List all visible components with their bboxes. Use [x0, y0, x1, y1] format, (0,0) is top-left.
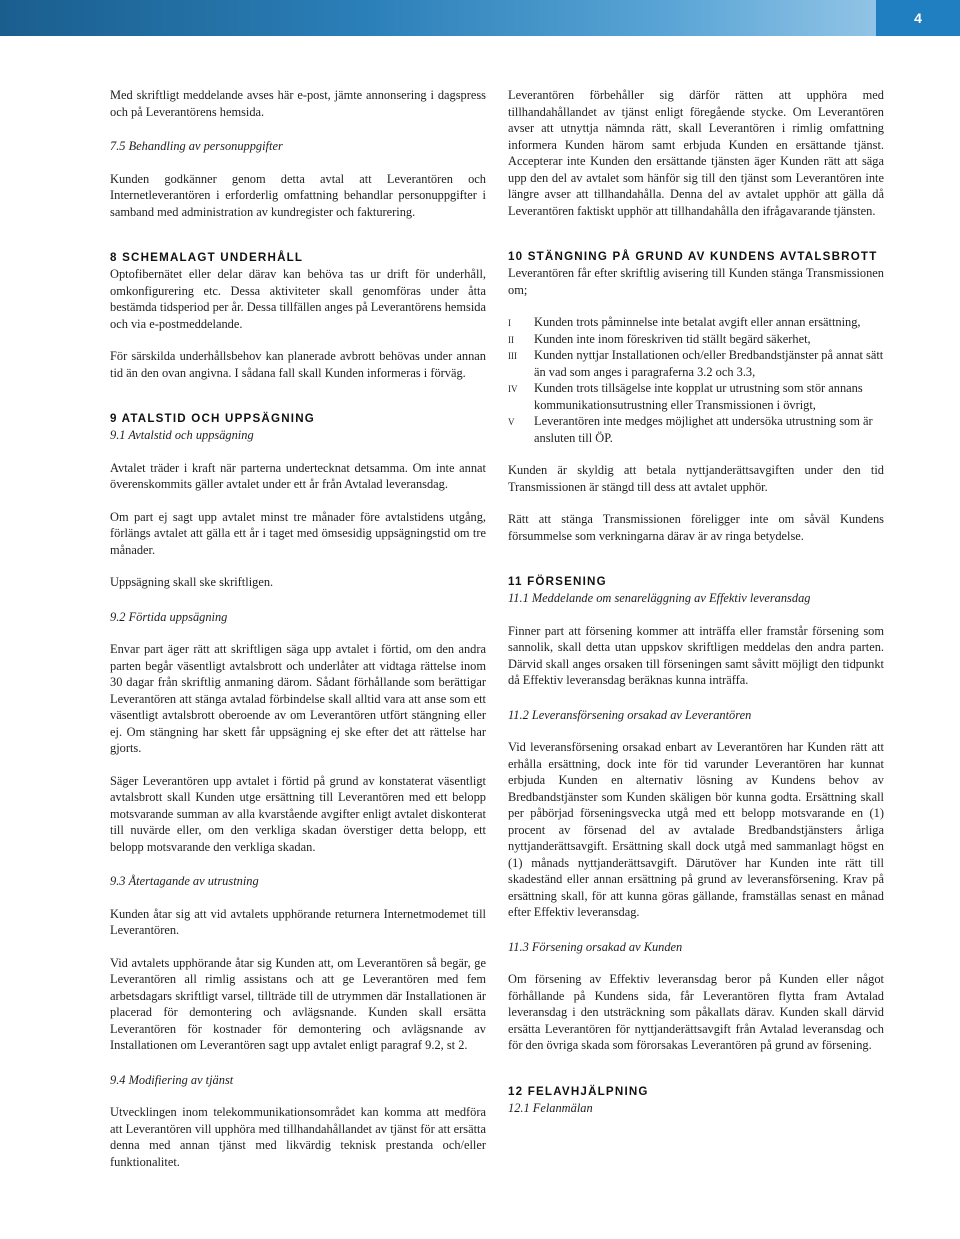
list-item-text: Leverantören inte medges möjlighet att undersöka utrustning som är ansluten till ÖP. [534, 414, 873, 445]
section-10-intro: Leverantören får efter skriftlig avisering till Kunden stänga Transmissionen om; [508, 266, 884, 297]
section-10-heading: 10 STÄNGNING PÅ GRUND AV KUNDENS AVTALSBROTT [508, 250, 878, 263]
list-item [508, 413, 884, 446]
list-item [508, 314, 884, 331]
section-9-3-title: 9.3 Återtagande av utrustning [110, 874, 259, 888]
section-11-2-title: 11.2 Leveransförsening orsakad av Leverantören [508, 707, 752, 722]
list-item-number: iv [508, 381, 518, 395]
section-9-4-paragraph: Utvecklingen inom telekommunikationsområdet kan komma att medföra att Leverantören vill upphöra med tillhandahållandet av tjänst för att ersätta denna med annan tjänst med likvärdig teknisk prestanda och/eller funktionalitet. [110, 1105, 486, 1169]
section-12-1-title: 12.1 Felanmälan [508, 1100, 593, 1115]
section-11-3-paragraph: Om försening av Effektiv leveransdag beror på Kunden eller något förhållande på Kundens sida, får Leverantören flytta fram Avtalad leveransdag i den utsträckning som påkallats därav. Kunden skall därvid ersätta Leverantören för nyttjanderättsavgift från Avtalad leveransdag och för den övriga skada som förorsakas Leverantören på grund av försening. [508, 972, 884, 1052]
section-9-2-paragraph: Säger Leverantören upp avtalet i förtid på grund av konstaterat väsentligt avtalsbrott skall Kunden utge ersättning till Leverantören med ett belopp motsvarande summan av alla kvarstående avgifter enligt avtalet diskonterat till nuvärde eller, om den verkliga skadan överstiger detta belopp, ett belopp motsvarande den verkliga skadan. [110, 773, 486, 854]
list-item-text: Kunden trots tillsägelse inte kopplat ur utrustning som stör annans kommunikationsutrustning eller Transmissionen i övrigt, [534, 381, 863, 412]
list-item-number: iii [508, 348, 517, 362]
list-item-number: ii [508, 331, 514, 346]
section-8-paragraph: Optofibernätet eller delar därav kan behöva tas ur drift för underhåll, omkonfigurering etc. Dessa aktiviteter skall genomföras under åtta bestämda tidsperiod per år. Dessa tillfällen anges på Leverantörens hemsida och via e-postmeddelande. [110, 267, 486, 331]
intro-paragraph: Med skriftligt meddelande avses här e-post, jämte annonsering i dagspress och på Leverantörens hemsida. [110, 88, 486, 119]
section-11-1-title: 11.1 Meddelande om senareläggning av Effektiv leveransdag [508, 591, 811, 605]
list-item [508, 380, 884, 413]
section-9-1-paragraph: Uppsägning skall ske skriftligen. [110, 575, 274, 589]
section-10-list [508, 314, 884, 446]
section-9-1-title: 9.1 Avtalstid och uppsägning [110, 428, 254, 442]
list-item-text: Kunden inte inom föreskriven tid ställt begärd säkerhet, [534, 331, 811, 346]
section-7-5-title: 7.5 Behandling av personuppgifter [110, 139, 283, 153]
section-7-5-text: Kunden godkänner genom detta avtal att Leverantören och Internetleverantören i erforderlig omfattning behandlar personuppgifter i samband med administration av kundregister och fakturering. [110, 171, 486, 219]
page-number: 4 [876, 0, 960, 36]
section-9-1-paragraph: Avtalet träder i kraft när parterna undertecknat detsamma. Om inte annat överenskommits gäller avtalet under ett år från Avtalad leveransdag. [110, 460, 486, 491]
right-column [508, 87, 884, 1116]
list-item-text: Kunden nyttjar Installationen och/eller Bredbandstjänster på annat sätt än vad som anges i paragraferna 3.2 och 3.3, [534, 348, 884, 379]
left-column [110, 87, 486, 1170]
section-11-1-paragraph: Finner part att försening kommer att inträffa eller framstår försening som sannolik, skall detta utan uppskov skriftligen meddelas den andra parten. Därvid skall anges orsaken till förseningen samt såvitt möjligt den tidpunkt då Effektiv leveransdag beräknas kunna inträffa. [508, 623, 884, 687]
continued-paragraph: Leverantören förbehåller sig därför rätten att upphöra med tillhandahållandet av tjänst enligt föregående stycke. Om Leverantören avser att utnyttja nämnda rätt, skall Leverantören i rimlig omfattning informera Kunden härom samt erbjuda Kunden en ersättande tjänst. Accepterar inte Kunden den ersättande tjänsten äger Kunden rätt att säga upp den del av avtalet som hänför sig till den tjänst som Leverantören inte längre avser att tillhandahålla. Denna del av avtalet upphör att gälla då Leverantören faktiskt upphör att tillhandahålla den ifrågavarande tjänsten. [508, 88, 884, 218]
section-11-heading: 11 FÖRSENING [508, 575, 607, 588]
list-item-number: i [508, 315, 511, 329]
section-9-2-title: 9.2 Förtida uppsägning [110, 609, 228, 624]
section-12-heading: 12 FELAVHJÄLPNING [508, 1084, 649, 1098]
header-bar [0, 0, 960, 36]
section-9-1-paragraph: Om part ej sagt upp avtalet minst tre månader före avtalstidens utgång, förlängs avtalet att gälla ett år i taget med ömsesidig uppsägningstid om tre månader. [110, 509, 486, 557]
section-10-paragraph: Kunden är skyldig att betala nyttjanderättsavgiften under den tid Transmissionen är stängd till dess att avtalet upphör. [508, 463, 884, 494]
section-8-paragraph: För särskilda underhållsbehov kan planerade avbrott behövas under annan tid än den ovan angivna. I sådana fall skall Kunden informeras i förväg. [110, 349, 486, 380]
section-11-3-title: 11.3 Försening orsakad av Kunden [508, 939, 683, 954]
list-item [508, 331, 884, 348]
section-9-2-paragraph: Envar part äger rätt att skriftligen säga upp avtalet i förtid, om den andra parten begår väsentligt avtalsbrott och underlåter att vidtaga rättelse inom 30 dagar från skriftlig anmaning därom. Sådant förhållande som berättigar Leverantören att stänga avtalad förbindelse skall alltid vara att anse som ett väsentligt avtalsbrott oberoende av om Leverantören utfört stängning eller ej. Om stängning har skett får uppsägning ej ske efter det att rättelse har gjorts. [110, 642, 486, 755]
section-11-2-paragraph: Vid leveransförsening orsakad enbart av Leverantören har Kunden rätt att erhålla ersättning, dock inte för tid varunder Leverantören har kunnat erbjuda Kunden en alternativ lösning av Kundens behov av Bredbandstjänster som Kunden skäligen bör kunna godta. Ersättning skall per påbörjad förseningsvecka utgå med ett belopp motsvarande en (1) procent av försenad del av avtalade Bredbandstjänsters årliga nyttjanderättsavgift. Ersättning skall dock utgå med sammanlagt högst en (1) månads nyttjanderättsavgift. Därutöver har Kunden inte rätt till skadeständ eller annan ersättning på grund av leveransförsening. Krav på ersättning skall, för att kunna göras gällande, framställas senast en månad efter Effektiv leveransdag. [508, 740, 884, 919]
section-9-3-paragraph: Vid avtalets upphörande åtar sig Kunden att, om Leverantören så begär, ge Leverantören all rimlig assistans och att ge Leverantören med fem arbetsdagars skriftligt varsel, tillträde till de utrymmen där Installationen är placerad för demontering och avlägsnande. Kunden skall ersätta Leverantören för kostnader för demontering och avlägsnande av Installationen om Leverantören sagt upp avtalet enligt paragraf 9.2, st 2. [110, 955, 486, 1052]
section-8-heading: 8 SCHEMALAGT UNDERHÅLL [110, 251, 304, 264]
section-10-paragraph: Rätt att stänga Transmissionen föreligger inte om såväl Kundens försummelse som verkningarna därav är av ringa betydelse. [508, 512, 884, 543]
section-9-3-paragraph: Kunden åtar sig att vid avtalets upphörande returnera Internetmodemet till Leverantören. [110, 906, 486, 937]
list-item-text: Kunden trots påminnelse inte betalat avgift eller annan ersättning, [534, 315, 861, 329]
section-9-heading: 9 ATALSTID OCH UPPSÄGNING [110, 412, 315, 425]
list-item [508, 347, 884, 380]
section-9-4-title: 9.4 Modifiering av tjänst [110, 1072, 234, 1087]
list-item-number: v [508, 414, 515, 428]
